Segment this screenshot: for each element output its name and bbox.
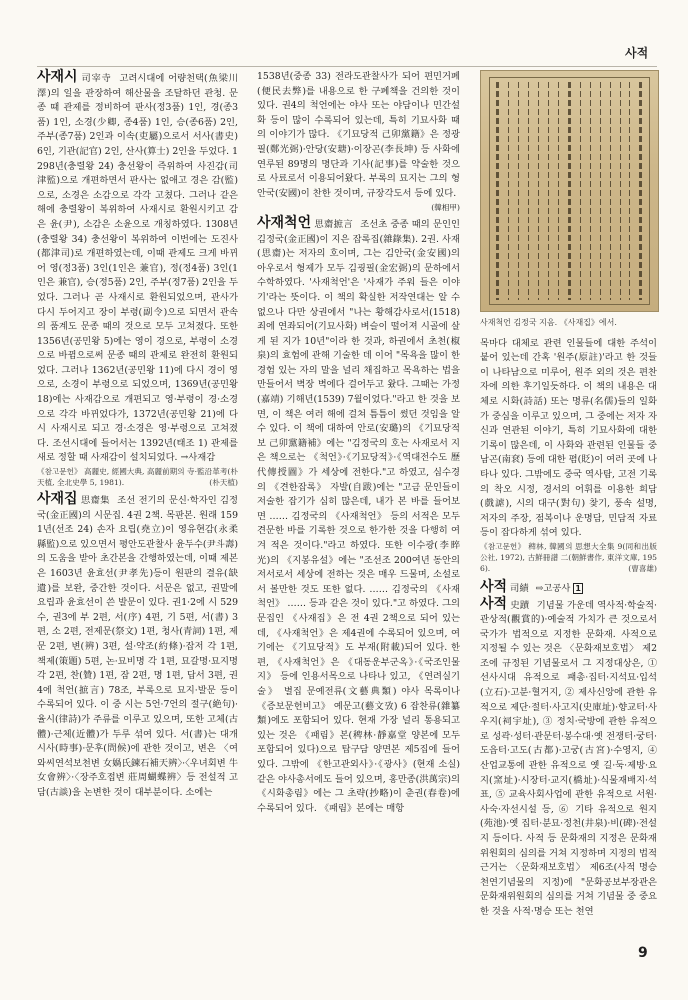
entry-body: 목마다 대체로 관련 인물들에 대한 주석이 붙어 있는데 간혹 '원주(原註)'라고 한 것들이 나타남으로 미루어, 원주 외의 것은 편찬자에 의한 후기일듯하다. 이 책의 내용은 대체로 시화(詩話) 또는 명류(名儒)들의 일화가 중심을 이루고 있으며, 그 중에는 저자 자신과 연관된 이야기, 특히 기묘사화에 대한 기록이 많은데, 이 사화와 관련된 인물들 중 남곤(南袞) 등에 대한 폄(貶)이 여러 곳에 나타나 있다. 그밖에도 중국 역사탐, 고전 기록의 착오 시정, 경서의 어휘를 이용한 희담(戲謔), 시의 대구(對句) 찾기, 풍속 설명, 저자의 주장, 점복이나 운명담, 민담적 자료 등이 잡다하게 섞여 있다. xyxy=(480,337,657,539)
sources-text: 《참고문헌》 高麗史, 經國大典, 高麗前期의 寺·監沿革考(朴天植, 全北史學 5, 1981). xyxy=(37,467,238,488)
entry-sajeok-2 xyxy=(480,597,657,920)
entry-sajaejip-continued xyxy=(257,70,460,216)
header-divider xyxy=(37,66,657,67)
entry-author: (曺喜雄) xyxy=(628,563,657,573)
entry-hanja: 司績 xyxy=(510,582,529,594)
entry-sajaecheogeon xyxy=(257,216,460,816)
entry-hanja: 思齋集 xyxy=(80,495,110,507)
homonym-number: 1 xyxy=(575,583,581,593)
column-2 xyxy=(257,70,460,816)
entry-body: 고려시대에 어량천택(魚梁川澤)의 일을 관장하여 해산물을 조달하던 관청. 문종 때 관제를 정비하여 판사(정3품) 1인, 경(종3품) 1인, 소경(少卿, 종4품) 1인, 승(종6품) 2인, 주부(종7품) 2인과 이속(吏屬)으로서 서사(書史) 6인, 기관(記官) 2인, 산사(算士) 2인을 두었다. 1298년(충렬왕 24) 충선왕이 즉위하여 사진감(司津監)으로 개편하면서 판사는 없애고 경은 감(監)으로, 소경은 소감으로 각각 고쳤다. 그러나 같은해에 충렬왕이 복위하여 사재시로 환원시키고 감은 윤(尹), 소감은 소윤으로 개칭하였다. 1308년(충렬왕 34) 충선왕이 복위하여 이번에는 도진사(都津司)로 개편하였는데, 이때 관제도 크게 바뀌어 영(정3품) 3인(1인은 兼官), 정(정4품) 3인(1인은 兼官), 승(정5품) 2인, 주부(정7품) 2인을 두었다. 그러나 곧 사재시로 환원되었으며, 관사가 다시 두어지고 장이 부령(副令)으로 되면서 관속의 품계도 문종 때의 것으로 모두 고쳐졌다. 또한 1356년(공민왕 5)에는 영이 경으로, 부령이 소경으로 바뀜으로써 문종 때의 관제로 완전히 환원되었다. 그러나 1362년(공민왕 11)에 다시 경이 영으로, 소경이 부령으로 되었으며, 1369년(공민왕 18)에는 사재감으로 개편되고 영·부령이 경·소경으로 각각 바뀌었다가, 1372년(공민왕 21)에 다시 사재시로 되고 경·소경은 영·부령으로 고쳐졌다. 조선시대에 들어서는 1392년(태조 1) 관제를 새로 정할 때 사재감이 설치되었다. xyxy=(37,73,238,464)
entry-author: (韓相甲) xyxy=(431,203,460,213)
entry-sajaesi xyxy=(37,70,238,488)
book-photo xyxy=(480,70,659,312)
entry-hanja: 司宰寺 xyxy=(81,73,112,84)
entry-sources xyxy=(37,466,238,488)
section-header: 사적 xyxy=(625,46,649,60)
entry-hanja: 思齋摭言 xyxy=(314,218,353,230)
entry-body: 1538년(중종 33) 전라도관찰사가 되어 편민거폐(便民去弊)를 내용으로 한 구폐책을 건의한 것이 있다. 권4의 척언에는 야사 또는 야담이나 민간설화 등이 많이 수록되어 있는데, 특히 기묘사화 때의 이야기가 많다. 《기묘당적 己卯黨籍》은 정광필(鄭光弼)·안당(安瑭)·이장곤(李長坤) 등 사화에 연루된 89명의 명단과 기사(記事)를 약술한 것으로 사료로서 이용되어왔다. 부록의 묘지는 그의 형 안국(安國)이 찬한 것이며, 규장각도서 등에 있다. xyxy=(257,71,460,199)
entry-headword: 사적 xyxy=(480,595,508,612)
entry-sajaejip xyxy=(37,492,238,800)
entry-headword: 사재집 xyxy=(37,491,78,508)
entry-body: 기념물 가운데 역사적·학술적·관상적(觀賞的)·예술적 가치가 큰 것으로서 국가가 법적으로 지정한 문화재. 사적으로 지정될 수 있는 것은 〈문화재보호법〉 제2조에 규정된 기념물로서 그 지정대상은, ① 선사시대 유적으로 패총·집터·지석묘·입석(立石)·고분·혈거지, ② 제사신앙에 관한 유적으로 제단·절터·사고지(史庫址)·향교터·사우지(祠宇址), ③ 정치·국방에 관한 유적으로 성곽·성터·관문터·봉수대·옛 전쟁터·궁터·도읍터·고도(古都)·고궁(古宮)·수영지, ④ 산업교통에 관한 유적으로 옛 길·둑·제방·요지(窯址)·시장터·교지(橋址)·식물재배지·석표, ⑤ 교육사회사업에 관한 유적으로 서원·사숙·자선시설 등, ⑥ 기타 유적으로 원지(苑池)·옛 집터·분묘·정천(井泉)·비(碑)·전설지 등이다. 사적 등 문화재의 지정은 문화재위원회의 심의를 거쳐 지정하며 지정의 법적 근거는 〈문화재보호법〉 제6조(사적 명승 천연기념물의 지정)에 "문화공보부장관은 문화재위원회의 심의를 거쳐 기념물 중 중요한 것을 사적·명승 또는 천연 xyxy=(480,599,657,917)
entry-sources xyxy=(480,541,657,574)
entry-headword: 사재시 xyxy=(37,69,78,85)
sources-text: 《참고문헌》 稗林, 韓國의 思想大全集 9(同和出版公社, 1972), 古鮮冊譜 二(朝鮮書作, 東洋文庫, 1956). xyxy=(480,541,657,573)
page-number: 9 xyxy=(638,945,648,961)
entry-cross-reference: →사재감 xyxy=(180,452,216,464)
entry-sajaecheogeon-continued xyxy=(480,337,657,574)
entry-headword: 사적 xyxy=(480,578,508,595)
entry-body: 조선초 중종 때의 문인인 김정국(金正國)이 지은 잡록집(雜錄集). 2권. 사재(思齋)는 저자의 호이며, 그는 김안국(金安國)의 아우로서 형제가 모두 김굉필(金宏弼)의 문하에서 수학하였다. '사재척언'은 '사재가 주워 들은 이야기'라는 뜻이다. 이 책의 확실한 저작연대는 알 수 없으나 다만 상권에서 "나는 황해감사로서(1518) 죄에 연좌되어(기묘사화) 벼슬이 떨어져 시골에 살게 된 지가 10년"이라 한 것과, 하권에서 초천(椒泉)의 효험에 관해 기술한 데 이어 "목욕을 많이 한 경험 있는 자의 말을 널리 채집하고 목욕하는 법을 만들어서 벽장 벽에다 걸어두고 왔다. 그때는 가정(嘉靖) 기해년(1539) 7월이었다."라고 한 것을 보면, 이 책은 여러 해에 걸쳐 틈틈이 썼던 것임을 알 수 있다. 이 책에 대하여 안로(安璐)의 《기묘당적보 己卯黨籍補》에는 "김정국의 호는 사재로서 지은 책으로는 《척언》·《기묘당적》·《역대전수도 歷代傳授圖》가 세상에 전한다."고 하였고, 심수경의 《견한잡록》 자발(自跋)에는 "고금 문인들이 저술한 잡기가 심히 많은데, 내가 본 바를 들어보면 …… 김정국의 《사재척언》 등의 서적은 모두 견문한 바를 기록한 것으로 한가한 것을 다행히 여겨 적은 것이다."라고 하였다. 또한 이수광(李睟光)의 《지봉유설》에는 "조선조 200여년 동안의 저서로서 세상에 전하는 것은 매우 드물며, 소설로서 볼만한 것도 또한 없다. …… 김정국의 《사재척언》 …… 등과 같은 것이 있다."고 하였다. 그의 문집인 《사재집》은 전 4권 2책으로 되어 있는데, 《사재척언》은 제4권에 수록되어 있으며, 여기에는 《기묘당적》도 부재(附載)되어 있다. 한편, 《사재척언》은 《대동운부군옥》·《국조인물지》 등에 인용서목으로 나타나 있고, 《연려실기술》 별집 문예전류(文藝典類) 야사 목록이나 《증보문헌비고》 예문고(藝文攷) 6 잡찬류(雜纂類)에도 포함되어 있다. 현재 가장 널리 통용되고 있는 것은 《패림》본(稗林·靜嘉堂 양본에 모두 포함되어 있다)으로 탑구담 양면본 제5집에 들어 있다. 그밖에 《한고관외사》·《광사》(현재 소실) 같은 야사총서에도 들어 있으며, 홍만종(洪萬宗)의 《시화총림》에는 그 초략(抄略)이 춘권(春卷)에 수록되어 있다. 《패림》본에는 매항 xyxy=(257,218,460,814)
entry-cross-reference: ⇨고공사 xyxy=(535,582,571,594)
column-1 xyxy=(37,70,238,801)
column-3 xyxy=(480,70,657,920)
entry-hanja: 史蹟 xyxy=(510,599,530,611)
entry-sajeok-1 xyxy=(480,580,657,597)
entry-author: (朴天植) xyxy=(209,478,238,488)
entry-headword: 사재척언 xyxy=(257,214,312,231)
photo-caption: 사재척언 김정국 지음. 《사재집》에서. xyxy=(480,318,617,327)
entry-body: 조선 전기의 문신·학자인 김정국(金正國)의 시문집. 4권 2책. 목판본. 원래 1591년(선조 24) 손자 요립(堯立)이 영유현감(永柔縣監)으로 있으면서 평안도관찰사 윤두수(尹斗壽)의 도움을 받아 초간본을 간행하였는데, 이때 제본은 1603년 윤효선(尹孝先)등이 원판의 결유(缺遺)를 보완, 중간한 것이다. 서문은 없고, 권말에 요립과 윤효선이 쓴 발문이 있다. 권1·2에 시 529수, 권3에 부 2편, 서(序) 4편, 기 5편, 서(書) 3편, 소 2편, 전제문(祭文) 1편, 청사(青詞) 1편, 제문 2편, 변(辨) 3편, 설·약조(約條)·잡저 각 1편, 책제(策題) 5편, 논·묘비명 각 1편, 묘갈명·묘지명 각 2편, 찬(贊) 1편, 잠 2편, 명 1편, 답서 3편, 권4에 척언(摭言) 78조, 부록으로 묘지·발문 등이 수록되어 있다. 이 중 시는 5언·7언의 절구(絶句)·율시(律詩)가 주류를 이루고 있으며, 또한 고체(古體)·근체(近體)가 두루 섞여 있다. 서(書)는 대개 시사(時事)·문후(問候)에 관한 것이고, 변은 〈여와씨연석보천변 女媧氏鍊石補天辨〉·〈우녀회변 牛女會辨〉·〈장주호접변 莊周蝴蝶辨〉등 전설적 고담(古談)을 논변한 것이 대부분이다. 소에는 xyxy=(37,495,238,798)
book-page-image xyxy=(489,77,650,305)
